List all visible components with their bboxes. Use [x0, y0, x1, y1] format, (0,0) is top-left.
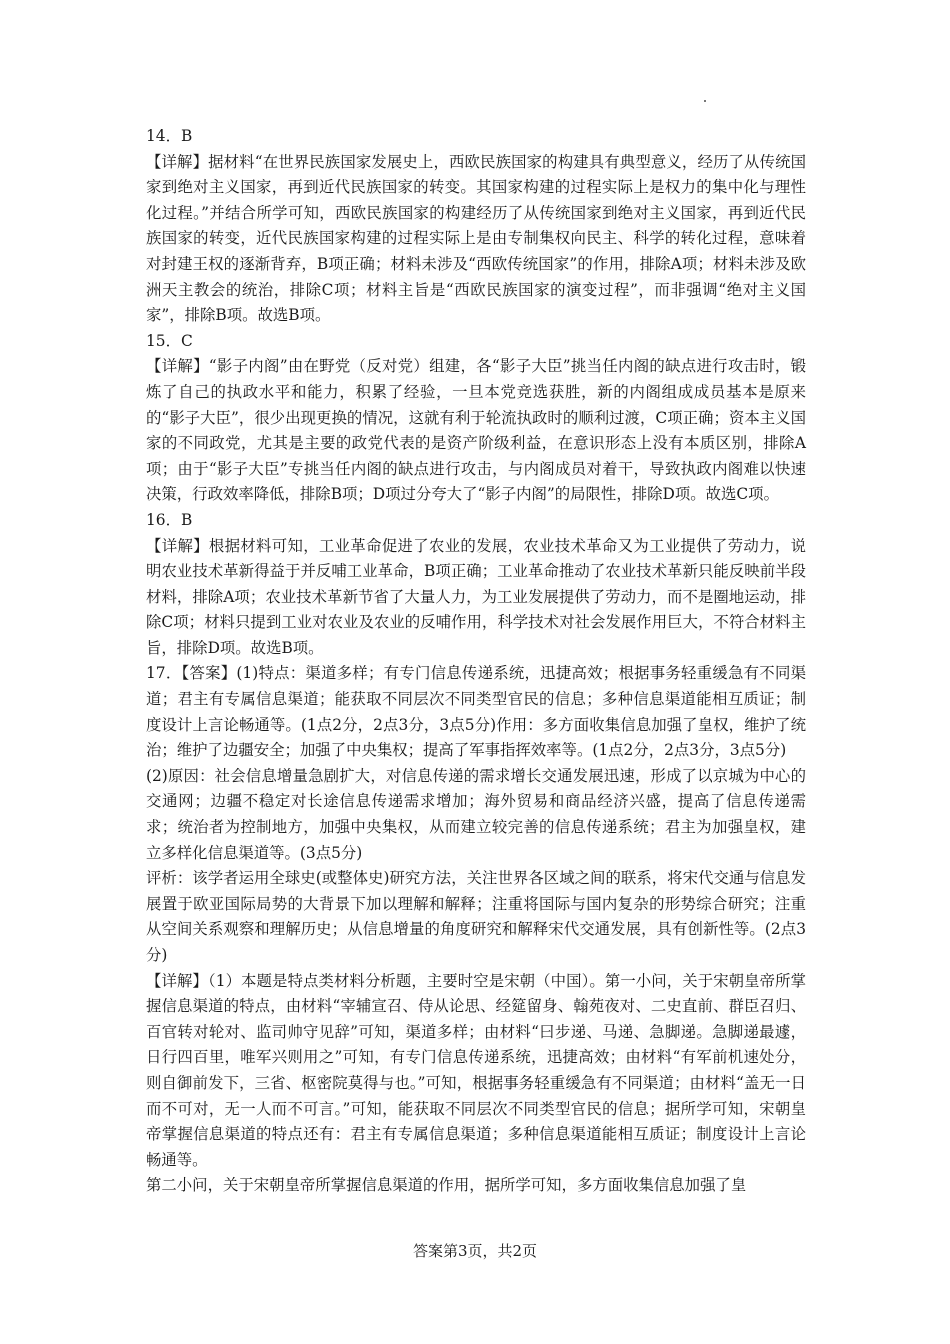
item-number: 14．B — [146, 127, 193, 145]
answer-content — [146, 124, 806, 1199]
item-explanation-continued: 第二小问，关于宋朝皇帝所掌握信息渠道的作用，据所学可知，多方面收集信息加强了皇 — [146, 1176, 747, 1195]
item-explanation: 【详解】根据材料可知，工业革命促进了农业的发展，农业技术革命又为工业提供了劳动力，说明农业技术革新得益于并反哺工业革命，B项正确；工业革命推动了农业技术革新只能反映前半段材料，排除A项；农业技术革新节省了大量人力，为工业发展提供了劳动力，而不是圈地运动，排除C项；材料只提到工业对农业及农业的反哺作用，科学技术对社会发展作用巨大，不符合材料主旨，排除D项。故选B项。 — [146, 536, 806, 657]
item-number: 16．B — [146, 510, 193, 529]
item-explanation: 【详解】“影子内阁”由在野党（反对党）组建，各“影子大臣”挑当任内阁的缺点进行攻击时，锻炼了自己的执政水平和能力，积累了经验，一旦本党竞选获胜，新的内阁组成成员基本是原来的“影子大臣”，很少出现更换的情况，这就有利于轮流执政时的顺利过渡，C项正确；资本主义国家的不同政党，尤其是主要的政党代表的是资产阶级利益，在意识形态上没有本质区别，排除A项；由于“影子大臣”专挑当任内阁的缺点进行攻击，与内阁成员对着干，导致执政内阁难以快速决策，行政效率降低，排除B项；D项过分夸大了“影子内阁”的局限性，排除D项。故选C项。 — [146, 357, 806, 504]
item-commentary: 评析：该学者运用全球史(或整体史)研究方法，关注世界各区域之间的联系，将宋代交通与信息发展置于欧亚国际局势的大背景下加以理解和解释；注重将国际与国内复杂的形势综合研究；注重从空间关系观察和理解历史；从信息增量的角度研究和解释宋代交通发展，具有创新性等。(2点3分) — [146, 869, 806, 964]
item-answer-part1: 17．【答案】(1)特点：渠道多样；有专门信息传递系统，迅捷高效；根据事务轻重缓急有不同渠道；君主有专属信息渠道；能获取不同层次不同类型官民的信息；多种信息渠道能相互质证；制度设计上言论畅通等。(1点2分，2点3分，3点5分)作用：多方面收集信息加强了皇权，维护了统治；维护了边疆安全；加强了中央集权；提高了军事指挥效率等。(1点2分，2点3分，3点5分) — [146, 664, 806, 760]
item-explanation: 【详解】据材料“在世界民族国家发展史上，西欧民族国家的构建具有典型意义，经历了从传统国家到绝对主义国家，再到近代民族国家的转变。其国家构建的过程实际上是权力的集中化与理性化过程。”并结合所学可知，西欧民族国家的构建经历了从传统国家到绝对主义国家，再到近代民族国家的转变，近代民族国家构建的过程实际上是由专制集权向民主、科学的转化过程，意味着对封建王权的逐渐背弃，B项正确；材料未涉及“西欧传统国家”的作用，排除A项；材料未涉及欧洲天主教会的统治，排除C项；材料主旨是“西欧民族国家的演变过程”，而非强调“绝对主义国家”，排除B项。故选B项。 — [146, 152, 806, 325]
answer-item-14 — [146, 124, 806, 329]
page-footer: 答案第3页，共2页 — [412, 1242, 538, 1260]
scan-speck — [704, 100, 706, 102]
answer-item-16 — [146, 508, 806, 662]
item-explanation: 【详解】（1）本题是特点类材料分析题，主要时空是宋朝（中国）。第一小问，关于宋朝皇帝所掌握信息渠道的特点，由材料“宰辅宣召、侍从论思、经筵留身、翰苑夜对、二史直前、群臣召归、百官转对轮对、监司帅守见辞”可知，渠道多样；由材料“曰步递、马递、急脚递。急脚递最遽，日行四百里，唯军兴则用之”可知，有专门信息传递系统，迅捷高效；由材料“有军前机速处分，则自御前发下，三省、枢密院莫得与也。”可知，根据事务轻重缓急有不同渠道；由材料“盖无一日而不可对，无一人而不可言。”可知，能获取不同层次不同类型官民的信息；据所学可知，宋朝皇帝掌握信息渠道的特点还有：君主有专属信息渠道；多种信息渠道能相互质证；制度设计上言论畅通等。 — [146, 971, 806, 1169]
item-answer-part2: (2)原因：社会信息增量急剧扩大，对信息传递的需求增长交通发展迅速，形成了以京城为中心的交通网；边疆不稳定对长途信息传递需求增加；海外贸易和商品经济兴盛，提高了信息传递需求；统治者为控制地方，加强中央集权，从而建立较完善的信息传递系统；君主为加强皇权，建立多样化信息渠道等。(3点5分) — [146, 766, 806, 862]
answer-item-17 — [146, 661, 806, 1198]
item-number: 15．C — [146, 331, 193, 350]
answer-item-15 — [146, 329, 806, 508]
